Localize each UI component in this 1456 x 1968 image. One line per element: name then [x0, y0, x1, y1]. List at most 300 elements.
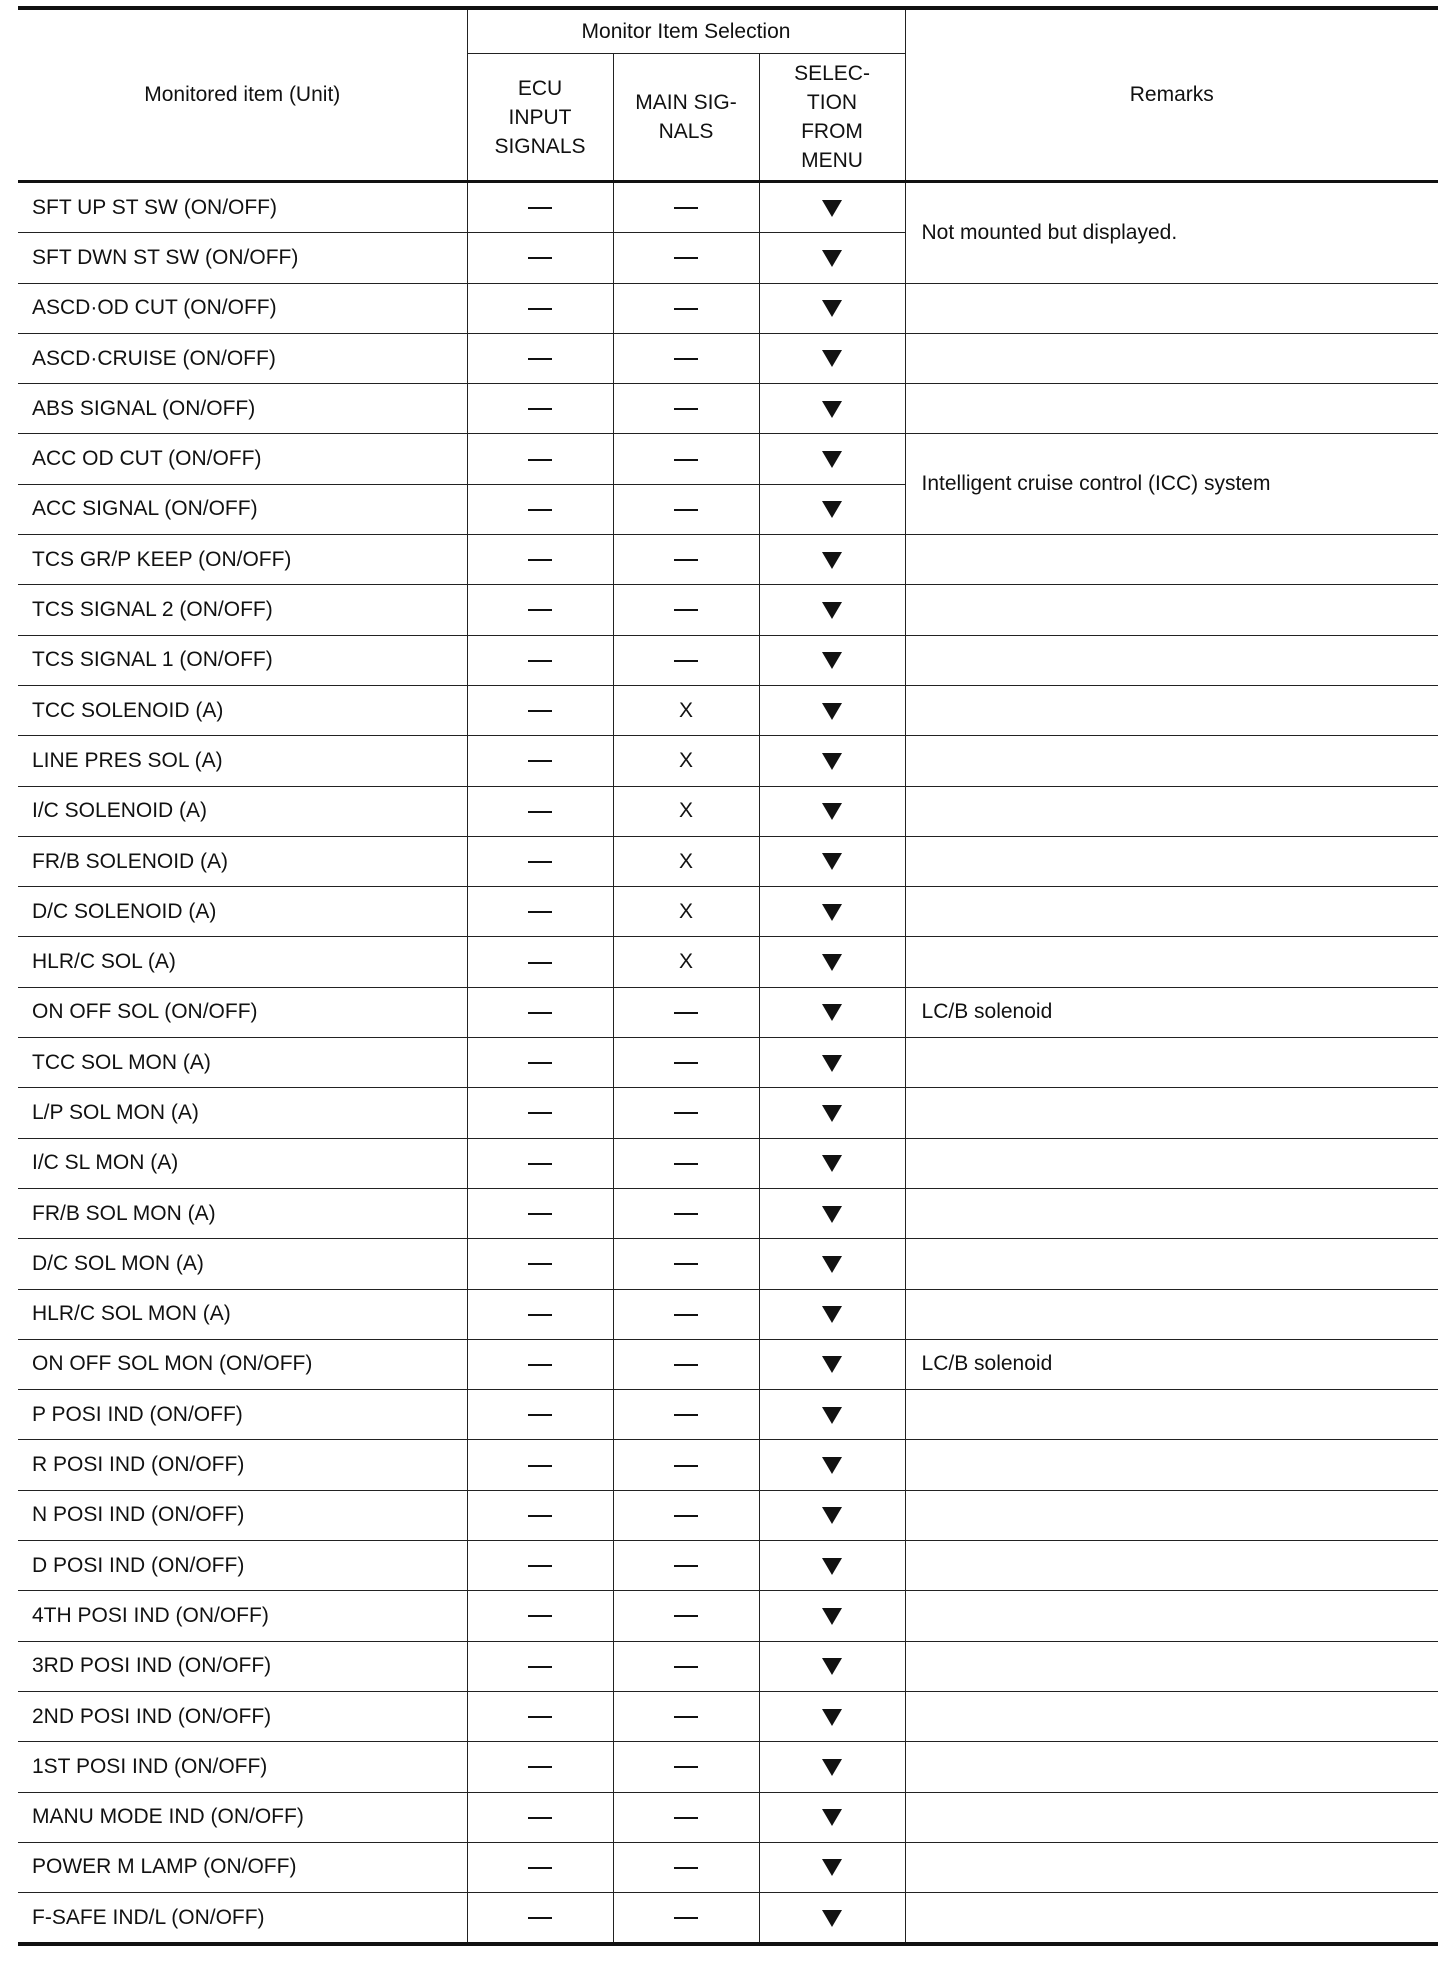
- monitored-item-cell: MANU MODE IND (ON/OFF): [18, 1792, 467, 1842]
- table-row: [18, 1038, 1438, 1088]
- main-signals-cell: [613, 1792, 759, 1842]
- dash-mark: [674, 1716, 698, 1718]
- selection-from-menu-cell: [759, 736, 905, 786]
- monitored-item-cell: D/C SOL MON (A): [18, 1239, 467, 1289]
- main-signals-cell: [613, 1691, 759, 1741]
- ecu-input-signals-cell: [467, 585, 613, 635]
- ecu-input-signals-cell: [467, 987, 613, 1037]
- main-signals-cell: [613, 1893, 759, 1945]
- dash-mark: [528, 760, 552, 762]
- main-signals-cell: [613, 887, 759, 937]
- dash-mark: [528, 1615, 552, 1617]
- table-row: [18, 987, 1438, 1037]
- ecu-input-signals-cell: [467, 1038, 613, 1088]
- dash-mark: [674, 1465, 698, 1467]
- down-triangle-icon: [822, 250, 842, 267]
- ecu-input-signals-cell: [467, 283, 613, 333]
- monitored-item-cell: FR/B SOL MON (A): [18, 1188, 467, 1238]
- down-triangle-icon: [822, 200, 842, 217]
- remarks-cell: [905, 1842, 1438, 1892]
- down-triangle-icon: [822, 1004, 842, 1021]
- down-triangle-icon: [822, 954, 842, 971]
- main-signals-cell: [613, 1088, 759, 1138]
- ecu-input-signals-cell: [467, 434, 613, 484]
- monitored-item-cell: F-SAFE IND/L (ON/OFF): [18, 1893, 467, 1945]
- x-mark: X: [678, 950, 693, 974]
- remarks-cell: [905, 1038, 1438, 1088]
- ecu-input-signals-cell: [467, 1188, 613, 1238]
- dash-mark: [674, 408, 698, 410]
- header-remarks: Remarks: [905, 8, 1438, 182]
- main-signals-cell: [613, 1339, 759, 1389]
- selection-from-menu-cell: [759, 1541, 905, 1591]
- main-signals-cell: [613, 1641, 759, 1691]
- main-signals-cell: [613, 1038, 759, 1088]
- dash-mark: [528, 1465, 552, 1467]
- x-mark: X: [678, 698, 693, 722]
- dash-mark: [528, 308, 552, 310]
- remarks-cell: LC/B solenoid: [905, 1339, 1438, 1389]
- main-signals-cell: [613, 635, 759, 685]
- down-triangle-icon: [822, 853, 842, 870]
- dash-mark: [674, 1364, 698, 1366]
- dash-mark: [528, 1666, 552, 1668]
- dash-mark: [528, 257, 552, 259]
- selection-from-menu-cell: [759, 1239, 905, 1289]
- ecu-input-signals-cell: [467, 937, 613, 987]
- dash-mark: [674, 1917, 698, 1919]
- down-triangle-icon: [822, 501, 842, 518]
- dash-mark: [528, 1314, 552, 1316]
- monitored-item-cell: ASCD·CRUISE (ON/OFF): [18, 333, 467, 383]
- ecu-input-signals-cell: [467, 1390, 613, 1440]
- ecu-input-signals-cell: [467, 1792, 613, 1842]
- down-triangle-icon: [822, 401, 842, 418]
- table-row: [18, 1390, 1438, 1440]
- selection-from-menu-cell: [759, 233, 905, 283]
- selection-from-menu-cell: [759, 937, 905, 987]
- down-triangle-icon: [822, 602, 842, 619]
- table-row: [18, 283, 1438, 333]
- table-row: [18, 1742, 1438, 1792]
- table-row: [18, 937, 1438, 987]
- ecu-input-signals-cell: [467, 535, 613, 585]
- down-triangle-icon: [822, 703, 842, 720]
- ecu-input-signals-cell: [467, 484, 613, 534]
- monitored-item-cell: 2ND POSI IND (ON/OFF): [18, 1691, 467, 1741]
- down-triangle-icon: [822, 1910, 842, 1927]
- monitored-item-cell: D POSI IND (ON/OFF): [18, 1541, 467, 1591]
- dash-mark: [674, 1867, 698, 1869]
- monitored-item-cell: L/P SOL MON (A): [18, 1088, 467, 1138]
- dash-mark: [674, 459, 698, 461]
- dash-mark: [674, 207, 698, 209]
- monitored-item-cell: SFT UP ST SW (ON/OFF): [18, 182, 467, 233]
- header-monitored-item: Monitored item (Unit): [18, 8, 467, 182]
- dash-mark: [528, 207, 552, 209]
- dash-mark: [528, 358, 552, 360]
- dash-mark: [674, 1163, 698, 1165]
- down-triangle-icon: [822, 451, 842, 468]
- main-signals-cell: [613, 233, 759, 283]
- monitored-item-cell: P POSI IND (ON/OFF): [18, 1390, 467, 1440]
- selection-from-menu-cell: [759, 585, 905, 635]
- dash-mark: [674, 1615, 698, 1617]
- x-mark: X: [678, 799, 693, 823]
- dash-mark: [674, 1414, 698, 1416]
- monitored-item-cell: SFT DWN ST SW (ON/OFF): [18, 233, 467, 283]
- remarks-cell: [905, 585, 1438, 635]
- down-triangle-icon: [822, 753, 842, 770]
- table-header: [18, 8, 1438, 182]
- monitored-item-cell: TCC SOL MON (A): [18, 1038, 467, 1088]
- remarks-cell: [905, 1239, 1438, 1289]
- selection-from-menu-cell: [759, 1490, 905, 1540]
- ecu-input-signals-cell: [467, 1440, 613, 1490]
- table-row: [18, 1490, 1438, 1540]
- selection-from-menu-cell: [759, 1390, 905, 1440]
- remarks-cell: [905, 1289, 1438, 1339]
- dash-mark: [528, 811, 552, 813]
- ecu-input-signals-cell: [467, 1490, 613, 1540]
- down-triangle-icon: [822, 1356, 842, 1373]
- table-row: [18, 1339, 1438, 1389]
- remarks-cell: [905, 333, 1438, 383]
- ecu-input-signals-cell: [467, 1541, 613, 1591]
- monitored-item-cell: ACC SIGNAL (ON/OFF): [18, 484, 467, 534]
- dash-mark: [528, 1716, 552, 1718]
- table-row: [18, 786, 1438, 836]
- monitored-item-cell: 3RD POSI IND (ON/OFF): [18, 1641, 467, 1691]
- ecu-input-signals-cell: [467, 685, 613, 735]
- selection-from-menu-cell: [759, 283, 905, 333]
- down-triangle-icon: [822, 1658, 842, 1675]
- remarks-cell: [905, 786, 1438, 836]
- dash-mark: [528, 609, 552, 611]
- monitored-item-cell: TCS SIGNAL 1 (ON/OFF): [18, 635, 467, 685]
- selection-from-menu-cell: [759, 635, 905, 685]
- remarks-cell: [905, 384, 1438, 434]
- table-row: [18, 535, 1438, 585]
- dash-mark: [674, 1817, 698, 1819]
- table-row: [18, 1088, 1438, 1138]
- table-row: [18, 384, 1438, 434]
- dash-mark: [674, 1766, 698, 1768]
- dash-mark: [528, 509, 552, 511]
- ecu-input-signals-cell: [467, 333, 613, 383]
- table-row: [18, 1842, 1438, 1892]
- down-triangle-icon: [822, 1859, 842, 1876]
- remarks-cell: Intelligent cruise control (ICC) system: [905, 434, 1438, 535]
- down-triangle-icon: [822, 1608, 842, 1625]
- dash-mark: [528, 1867, 552, 1869]
- main-signals-cell: [613, 535, 759, 585]
- header-monitor-item-selection: Monitor Item Selection: [467, 8, 905, 54]
- main-signals-cell: [613, 1138, 759, 1188]
- monitored-item-cell: TCS SIGNAL 2 (ON/OFF): [18, 585, 467, 635]
- table-row: [18, 1289, 1438, 1339]
- selection-from-menu-cell: [759, 434, 905, 484]
- x-mark: X: [678, 899, 693, 923]
- monitored-item-cell: LINE PRES SOL (A): [18, 736, 467, 786]
- dash-mark: [674, 1112, 698, 1114]
- main-signals-cell: [613, 1742, 759, 1792]
- selection-from-menu-cell: [759, 1188, 905, 1238]
- dash-mark: [528, 1112, 552, 1114]
- table-row: [18, 434, 1438, 484]
- ecu-input-signals-cell: [467, 887, 613, 937]
- dash-mark: [674, 257, 698, 259]
- main-signals-cell: [613, 182, 759, 233]
- down-triangle-icon: [822, 1105, 842, 1122]
- remarks-cell: [905, 1742, 1438, 1792]
- down-triangle-icon: [822, 1256, 842, 1273]
- selection-from-menu-cell: [759, 1792, 905, 1842]
- remarks-cell: [905, 836, 1438, 886]
- selection-from-menu-cell: [759, 786, 905, 836]
- down-triangle-icon: [822, 904, 842, 921]
- remarks-cell: [905, 1641, 1438, 1691]
- monitored-item-cell: ACC OD CUT (ON/OFF): [18, 434, 467, 484]
- selection-from-menu-cell: [759, 1088, 905, 1138]
- monitored-item-cell: TCC SOLENOID (A): [18, 685, 467, 735]
- header-ecu-input-signals: ECU INPUT SIGNALS: [467, 54, 613, 182]
- selection-from-menu-cell: [759, 887, 905, 937]
- remarks-cell: [905, 1440, 1438, 1490]
- main-signals-cell: [613, 1541, 759, 1591]
- selection-from-menu-cell: [759, 1893, 905, 1945]
- selection-from-menu-cell: [759, 333, 905, 383]
- monitored-item-cell: R POSI IND (ON/OFF): [18, 1440, 467, 1490]
- table-row: [18, 1591, 1438, 1641]
- dash-mark: [528, 1062, 552, 1064]
- down-triangle-icon: [822, 1809, 842, 1826]
- remarks-cell: Not mounted but displayed.: [905, 182, 1438, 284]
- remarks-cell: [905, 736, 1438, 786]
- selection-from-menu-cell: [759, 1289, 905, 1339]
- dash-mark: [528, 1414, 552, 1416]
- main-signals-cell: [613, 1842, 759, 1892]
- main-signals-cell: [613, 484, 759, 534]
- remarks-cell: [905, 1088, 1438, 1138]
- selection-from-menu-cell: [759, 1038, 905, 1088]
- x-mark: X: [678, 748, 693, 772]
- remarks-cell: [905, 1541, 1438, 1591]
- header-main-signals: MAIN SIG- NALS: [613, 54, 759, 182]
- monitored-item-cell: N POSI IND (ON/OFF): [18, 1490, 467, 1540]
- down-triangle-icon: [822, 1155, 842, 1172]
- down-triangle-icon: [822, 1206, 842, 1223]
- main-signals-cell: [613, 836, 759, 886]
- table-row: [18, 333, 1438, 383]
- main-signals-cell: [613, 1440, 759, 1490]
- main-signals-cell: [613, 1390, 759, 1440]
- down-triangle-icon: [822, 350, 842, 367]
- selection-from-menu-cell: [759, 1842, 905, 1892]
- table-row: [18, 1893, 1438, 1945]
- monitored-item-cell: POWER M LAMP (ON/OFF): [18, 1842, 467, 1892]
- down-triangle-icon: [822, 300, 842, 317]
- remarks-cell: [905, 1792, 1438, 1842]
- remarks-cell: [905, 1591, 1438, 1641]
- remarks-cell: [905, 283, 1438, 333]
- remarks-cell: [905, 685, 1438, 735]
- ecu-input-signals-cell: [467, 233, 613, 283]
- dash-mark: [674, 1012, 698, 1014]
- ecu-input-signals-cell: [467, 1641, 613, 1691]
- monitored-item-cell: I/C SOLENOID (A): [18, 786, 467, 836]
- dash-mark: [674, 1213, 698, 1215]
- monitored-item-cell: FR/B SOLENOID (A): [18, 836, 467, 886]
- selection-from-menu-cell: [759, 384, 905, 434]
- monitored-item-cell: I/C SL MON (A): [18, 1138, 467, 1188]
- down-triangle-icon: [822, 1558, 842, 1575]
- dash-mark: [528, 408, 552, 410]
- monitored-item-cell: 1ST POSI IND (ON/OFF): [18, 1742, 467, 1792]
- dash-mark: [674, 509, 698, 511]
- monitored-item-cell: ON OFF SOL (ON/OFF): [18, 987, 467, 1037]
- table-row: [18, 635, 1438, 685]
- main-signals-cell: [613, 1591, 759, 1641]
- selection-from-menu-cell: [759, 1591, 905, 1641]
- dash-mark: [674, 1666, 698, 1668]
- monitored-item-cell: 4TH POSI IND (ON/OFF): [18, 1591, 467, 1641]
- selection-from-menu-cell: [759, 484, 905, 534]
- ecu-input-signals-cell: [467, 1239, 613, 1289]
- remarks-cell: [905, 887, 1438, 937]
- table-row: [18, 887, 1438, 937]
- down-triangle-icon: [822, 1457, 842, 1474]
- dash-mark: [674, 1062, 698, 1064]
- ecu-input-signals-cell: [467, 736, 613, 786]
- dash-mark: [528, 911, 552, 913]
- dash-mark: [528, 1012, 552, 1014]
- monitor-item-table: [18, 6, 1438, 1946]
- table-row: [18, 736, 1438, 786]
- ecu-input-signals-cell: [467, 635, 613, 685]
- monitored-item-cell: HLR/C SOL (A): [18, 937, 467, 987]
- main-signals-cell: [613, 786, 759, 836]
- x-mark: X: [678, 849, 693, 873]
- monitored-item-cell: D/C SOLENOID (A): [18, 887, 467, 937]
- dash-mark: [528, 559, 552, 561]
- main-signals-cell: [613, 937, 759, 987]
- table-row: [18, 1138, 1438, 1188]
- main-signals-cell: [613, 333, 759, 383]
- selection-from-menu-cell: [759, 1691, 905, 1741]
- table-row: [18, 1239, 1438, 1289]
- table-row: [18, 182, 1438, 233]
- main-signals-cell: [613, 384, 759, 434]
- dash-mark: [528, 861, 552, 863]
- dash-mark: [674, 1314, 698, 1316]
- down-triangle-icon: [822, 1709, 842, 1726]
- remarks-cell: [905, 1188, 1438, 1238]
- remarks-cell: [905, 937, 1438, 987]
- remarks-cell: LC/B solenoid: [905, 987, 1438, 1037]
- monitored-item-cell: HLR/C SOL MON (A): [18, 1289, 467, 1339]
- selection-from-menu-cell: [759, 535, 905, 585]
- table-row: [18, 836, 1438, 886]
- selection-from-menu-cell: [759, 1742, 905, 1792]
- ecu-input-signals-cell: [467, 1088, 613, 1138]
- dash-mark: [674, 308, 698, 310]
- main-signals-cell: [613, 1490, 759, 1540]
- remarks-cell: [905, 1138, 1438, 1188]
- ecu-input-signals-cell: [467, 1691, 613, 1741]
- dash-mark: [528, 459, 552, 461]
- dash-mark: [528, 710, 552, 712]
- down-triangle-icon: [822, 803, 842, 820]
- main-signals-cell: [613, 283, 759, 333]
- main-signals-cell: [613, 987, 759, 1037]
- monitored-item-cell: TCS GR/P KEEP (ON/OFF): [18, 535, 467, 585]
- table-row: [18, 1440, 1438, 1490]
- ecu-input-signals-cell: [467, 182, 613, 233]
- remarks-cell: [905, 535, 1438, 585]
- dash-mark: [674, 559, 698, 561]
- dash-mark: [528, 1917, 552, 1919]
- table-row: [18, 685, 1438, 735]
- table-row: [18, 1792, 1438, 1842]
- monitored-item-cell: ASCD·OD CUT (ON/OFF): [18, 283, 467, 333]
- ecu-input-signals-cell: [467, 1339, 613, 1389]
- ecu-input-signals-cell: [467, 1742, 613, 1792]
- main-signals-cell: [613, 434, 759, 484]
- main-signals-cell: [613, 685, 759, 735]
- dash-mark: [528, 1515, 552, 1517]
- dash-mark: [674, 358, 698, 360]
- header-selection-from-menu: SELEC- TION FROM MENU: [759, 54, 905, 182]
- selection-from-menu-cell: [759, 685, 905, 735]
- ecu-input-signals-cell: [467, 786, 613, 836]
- table-row: [18, 1691, 1438, 1741]
- dash-mark: [528, 1213, 552, 1215]
- monitored-item-cell: ON OFF SOL MON (ON/OFF): [18, 1339, 467, 1389]
- dash-mark: [528, 1817, 552, 1819]
- selection-from-menu-cell: [759, 836, 905, 886]
- dash-mark: [528, 660, 552, 662]
- down-triangle-icon: [822, 652, 842, 669]
- dash-mark: [674, 1263, 698, 1265]
- dash-mark: [674, 609, 698, 611]
- dash-mark: [674, 1515, 698, 1517]
- ecu-input-signals-cell: [467, 1893, 613, 1945]
- down-triangle-icon: [822, 1055, 842, 1072]
- table-row: [18, 585, 1438, 635]
- down-triangle-icon: [822, 1507, 842, 1524]
- main-signals-cell: [613, 1239, 759, 1289]
- selection-from-menu-cell: [759, 182, 905, 233]
- remarks-cell: [905, 1893, 1438, 1945]
- ecu-input-signals-cell: [467, 1591, 613, 1641]
- down-triangle-icon: [822, 1407, 842, 1424]
- selection-from-menu-cell: [759, 1138, 905, 1188]
- dash-mark: [528, 962, 552, 964]
- remarks-cell: [905, 1691, 1438, 1741]
- dash-mark: [528, 1163, 552, 1165]
- ecu-input-signals-cell: [467, 1842, 613, 1892]
- ecu-input-signals-cell: [467, 384, 613, 434]
- remarks-cell: [905, 635, 1438, 685]
- main-signals-cell: [613, 585, 759, 635]
- ecu-input-signals-cell: [467, 1138, 613, 1188]
- down-triangle-icon: [822, 552, 842, 569]
- selection-from-menu-cell: [759, 1339, 905, 1389]
- main-signals-cell: [613, 736, 759, 786]
- ecu-input-signals-cell: [467, 836, 613, 886]
- selection-from-menu-cell: [759, 987, 905, 1037]
